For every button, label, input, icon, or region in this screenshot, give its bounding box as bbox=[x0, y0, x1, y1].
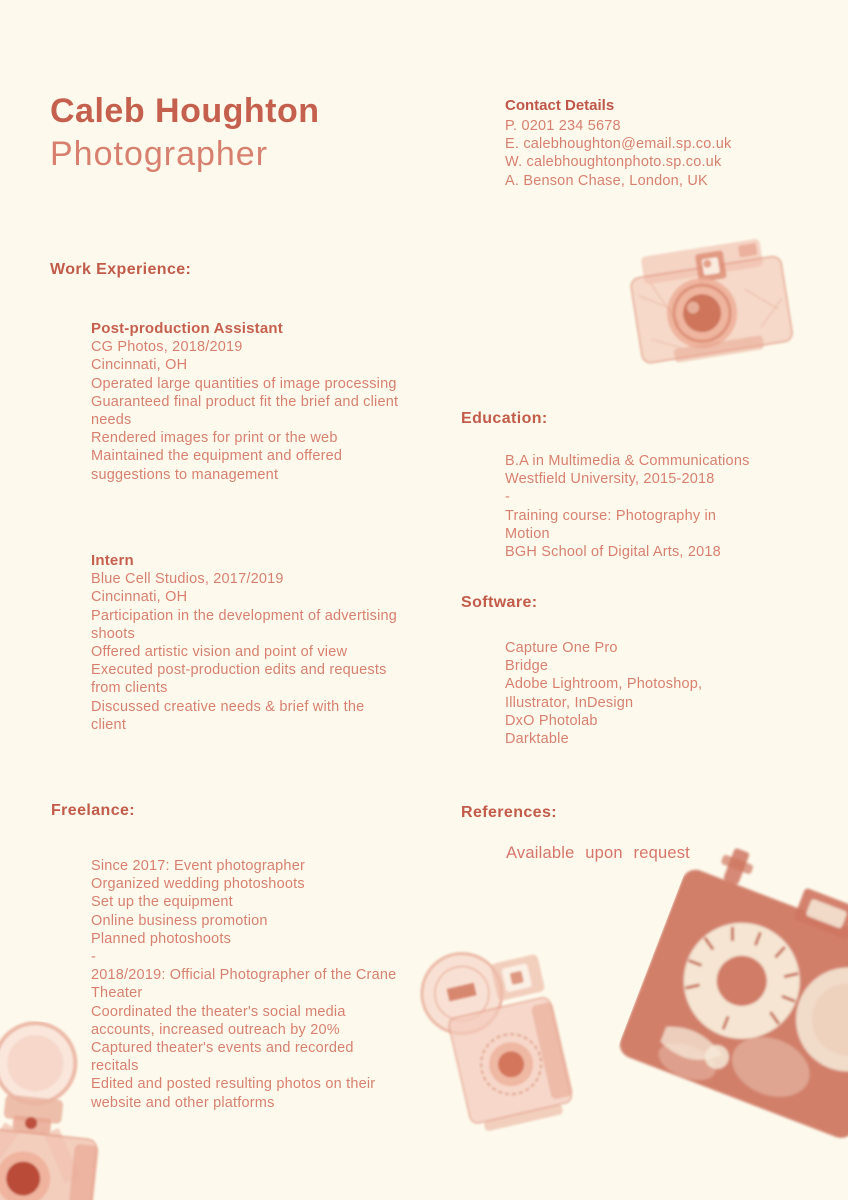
contact-phone: P. 0201 234 5678 bbox=[505, 118, 621, 134]
job-company: Blue Cell Studios, 2017/2019 bbox=[91, 571, 284, 588]
software-item: Adobe Lightroom, Photoshop, Illustrator, InDesign bbox=[505, 676, 703, 711]
education-heading: Education: bbox=[461, 410, 548, 427]
education-degree: B.A in Multimedia & Communications bbox=[505, 453, 750, 469]
job-location: Cincinnati, OH bbox=[91, 589, 188, 606]
freelance-bullet: Captured theater's events and recorded recitals bbox=[91, 1040, 354, 1075]
software-item: DxO Photolab bbox=[505, 712, 598, 729]
freelance-bullet: Online business promotion bbox=[91, 912, 268, 929]
freelance-bullet: Coordinated the theater's social media accounts, increased outreach by 20% bbox=[91, 1003, 346, 1038]
job-bullet: Maintained the equipment and offered suggestions to management bbox=[91, 448, 343, 483]
job-intern bbox=[91, 552, 401, 734]
software-section bbox=[505, 639, 757, 748]
education-school: BGH School of Digital Arts, 2018 bbox=[505, 544, 721, 561]
education-section bbox=[505, 452, 757, 561]
job-bullet: Participation in the development of advertising shoots bbox=[91, 607, 398, 642]
job-title: Intern bbox=[91, 552, 134, 569]
job-bullet: Operated large quantities of image processing bbox=[91, 375, 397, 392]
person-name: Caleb Houghton bbox=[50, 92, 320, 130]
education-course: Training course: Photography in Motion bbox=[505, 507, 717, 542]
software-item: Bridge bbox=[505, 658, 549, 675]
job-company: CG Photos, 2018/2019 bbox=[91, 339, 243, 356]
freelance-section bbox=[91, 857, 401, 1112]
freelance-heading: Freelance: bbox=[51, 802, 136, 819]
job-post-production-assistant bbox=[91, 320, 401, 484]
job-title: Post-production Assistant bbox=[91, 320, 283, 337]
freelance-bullet: Set up the equipment bbox=[91, 894, 233, 911]
divider-dash: - bbox=[505, 489, 511, 506]
freelance-bullet: Edited and posted resulting photos on their website and other platforms bbox=[91, 1076, 376, 1111]
references-heading: References: bbox=[461, 804, 558, 821]
job-location: Cincinnati, OH bbox=[91, 357, 188, 374]
job-bullet: Executed post-production edits and requests from clients bbox=[91, 662, 387, 697]
watercolor-camera-icon bbox=[404, 923, 595, 1144]
freelance-bullet: 2018/2019: Official Photographer of the Crane Theater bbox=[91, 967, 397, 1002]
watercolor-camera-icon bbox=[602, 827, 848, 1178]
contact-details-section bbox=[505, 97, 785, 190]
divider-dash: - bbox=[91, 949, 97, 966]
freelance-bullet: Organized wedding photoshoots bbox=[91, 876, 305, 893]
freelance-bullet: Since 2017: Event photographer bbox=[91, 858, 305, 874]
contact-heading: Contact Details bbox=[505, 97, 615, 114]
software-heading: Software: bbox=[461, 594, 538, 611]
contact-website[interactable]: W. calebhoughtonphoto.sp.co.uk bbox=[505, 154, 722, 171]
person-job-title: Photographer bbox=[50, 135, 269, 173]
contact-email[interactable]: E. calebhoughton@email.sp.co.uk bbox=[505, 136, 732, 153]
job-bullet: Rendered images for print or the web bbox=[91, 430, 338, 447]
job-bullet: Discussed creative needs & brief with the client bbox=[91, 698, 365, 733]
software-item: Capture One Pro bbox=[505, 640, 618, 656]
contact-address: A. Benson Chase, London, UK bbox=[505, 172, 708, 189]
watercolor-camera-icon bbox=[615, 211, 814, 387]
software-item: Darktable bbox=[505, 731, 569, 748]
education-school: Westfield University, 2015-2018 bbox=[505, 471, 715, 488]
job-bullet: Offered artistic vision and point of view bbox=[91, 644, 348, 661]
freelance-bullet: Planned photoshoots bbox=[91, 930, 232, 947]
job-bullet: Guaranteed final product fit the brief and client needs bbox=[91, 393, 399, 429]
work-experience-heading: Work Experience: bbox=[50, 261, 192, 278]
references-text: Available upon request bbox=[506, 844, 690, 862]
